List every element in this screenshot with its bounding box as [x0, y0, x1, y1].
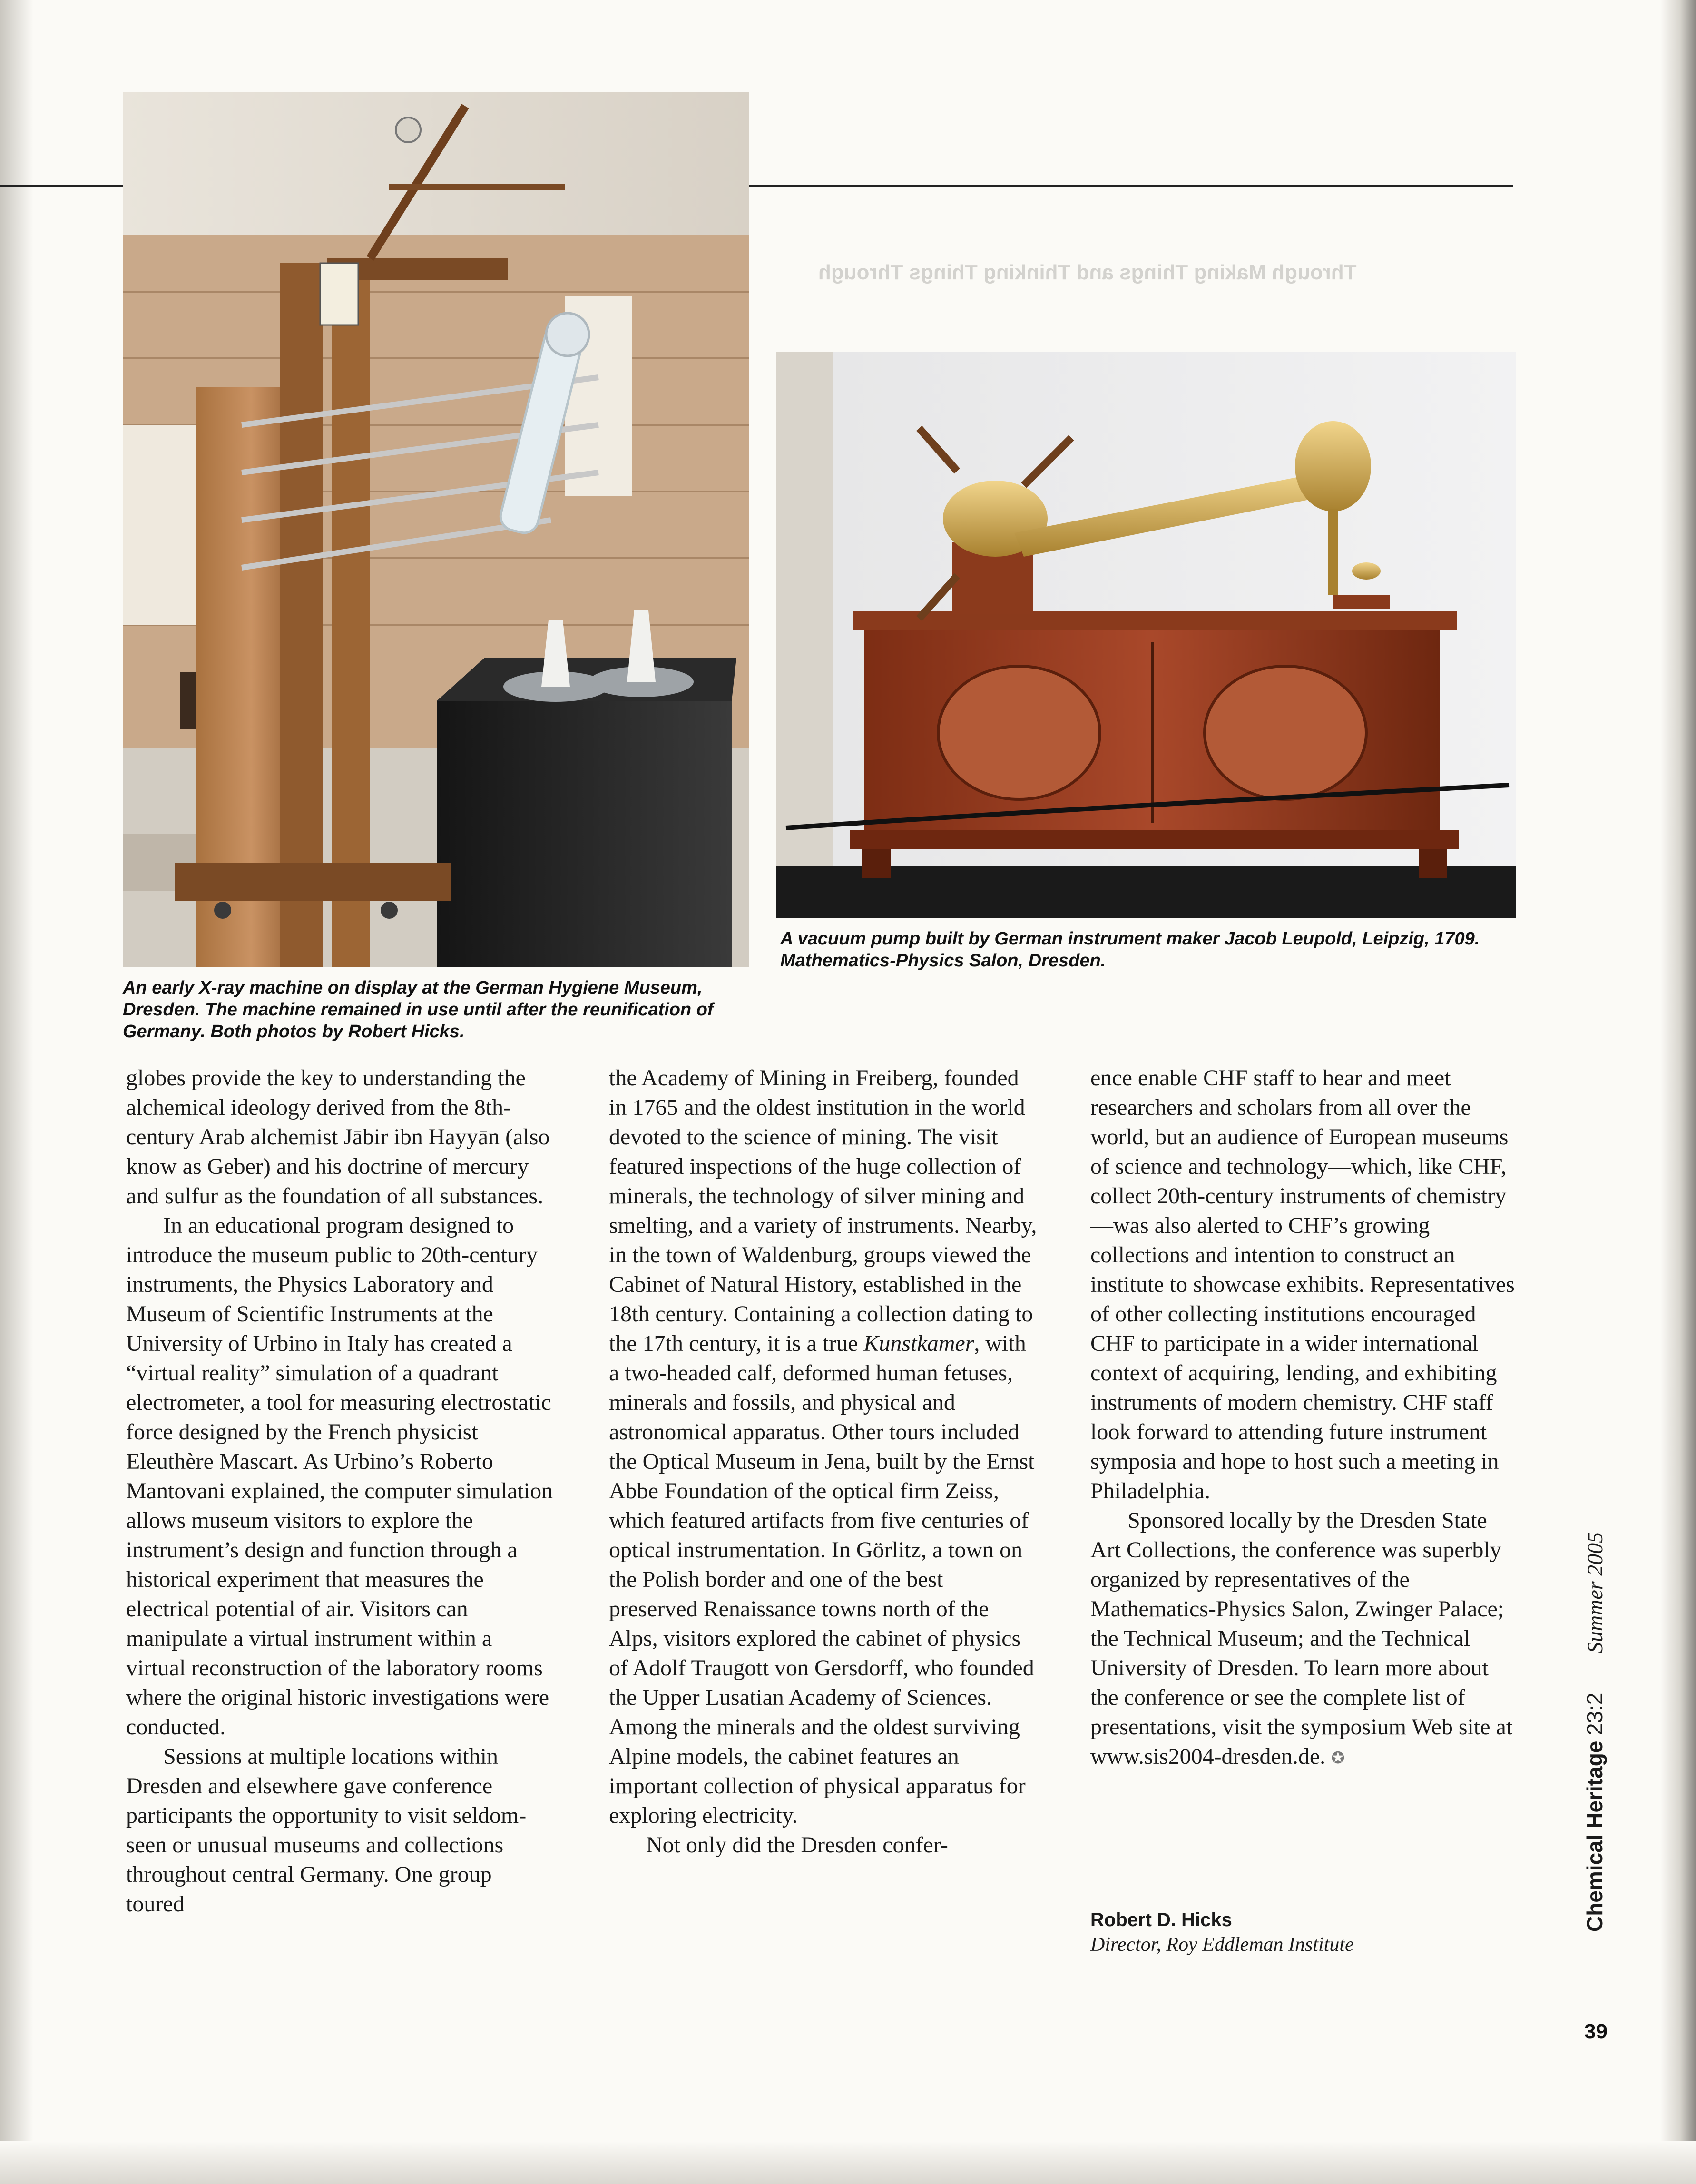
tours-text-a: the Academy of Mining in Freiberg, founded in 1765 and the oldest institution in the world devoted to the science of mining. The visit featured inspections of the huge collection of minerals, the technology of silver mining and smelting, and a variety of instruments. Nearby, in the town of Waldenburg, groups viewed the Cabinet of Natural History, established in the 18th century. Containing a collection dating to the 17th century, it is a true [609, 1065, 1037, 1356]
page-bottom-edge [0, 2141, 1696, 2184]
author-title: Director, Roy Eddleman Institute [1090, 1934, 1354, 1956]
text-column-3 [1090, 1063, 1519, 1773]
publication-name: Chemical Heritage [1582, 1741, 1607, 1932]
xray-machine-photo [123, 92, 749, 967]
tours-text-b: , with a two-headed calf, deformed human fetuses, minerals and fossils, and physical and astronomical apparatus. Other tours included the Optical Museum in Jena, built by the Ernst Abbe Foundation of the optical firm Zeiss, which featured artifacts from five centuries of optical instrumentation. In Görlitz, a town on the Polish border and one of the best preserved Renaissance towns north of the Alps, visitors explored the cabinet of physics of Adolf Traugott von Gersdorff, who founded the Upper Lusatian Academy of Sciences. Among the minerals and the oldest surviving Alpine models, the cabinet features an important collection of physical apparatus for exploring electricity. [609, 1331, 1035, 1828]
xray-machine-caption: An early X-ray machine on display at the German Hygiene Museum, Dresden. The machine remained in use until after the reunification of Germany. Both photos by Robert Hicks. [123, 978, 714, 1042]
paragraph-sessions: Sessions at multiple locations within Dresden and elsewhere gave conference participants the opportunity to visit seldom-seen or unusual museums and collections throughout central Germany. One group toured [126, 1744, 527, 1917]
paragraph-dresden-start: Not only did the Dresden confer- [646, 1832, 948, 1858]
header-rule-right [749, 185, 1513, 187]
issue-season: Summer 2005 [1583, 1532, 1607, 1653]
page-number: 39 [1584, 2020, 1608, 2043]
running-foot [1582, 1456, 1610, 1932]
text-column-2 [609, 1063, 1037, 1860]
paragraph-tours [609, 1063, 1037, 1830]
author-name: Robert D. Hicks [1090, 1909, 1232, 1930]
paragraph-chf: ence enable CHF staff to hear and meet researchers and scholars from all over the world, but an audience of European museums of science and technology—which, like CHF, collect 20th-century instruments of chemistry—was also alerted to CHF’s growing collections and intention to construct an institute to showcase exhibits. Representatives of other collecting institutions encouraged CHF to participate in a wider international context of acquiring, lending, and exhibiting instruments of modern chemistry. CHF staff look forward to attending future instrument symposia and hope to host such a meeting in Philadelphia. [1090, 1065, 1515, 1504]
end-mark-icon: ✪ [1331, 1749, 1345, 1767]
issue-number: 23:2 [1582, 1692, 1607, 1736]
xray-machine-illustration [123, 92, 749, 967]
binding-shadow [0, 0, 33, 2184]
paragraph-sponsored [1090, 1506, 1519, 1773]
bleed-through-text: Through Making Things and Thinking Things Through [818, 261, 1357, 284]
paragraph-alchemy: globes provide the key to understanding the alchemical ideology derived from the 8th-century Arab alchemist Jābir ibn Hayyān (also know as Geber) and his doctrine of mercury and sulfur as the foundation of all substances. [126, 1065, 550, 1209]
paragraph-urbino: In an educational program designed to introduce the museum public to 20th-century instruments, the Physics Laboratory and Museum of Scientific Instruments at the University of Urbino in Italy has created a “virtual reality” simulation of a quadrant electrometer, a tool for measuring electrostatic force designed by the French physicist Eleuthère Mascart. As Urbino’s Roberto Mantovani explained, the computer simulation allows museum visitors to explore the instrument’s design and function through a historical experiment that measures the electrical potential of air. Visitors can manipulate a virtual instrument within a virtual reconstruction of the laboratory rooms where the original historic investigations were conducted. [126, 1213, 553, 1740]
kunstkamer-term: Kunstkamer [863, 1331, 974, 1356]
page-edge [1660, 0, 1696, 2184]
vacuum-pump-caption: A vacuum pump built by German instrument maker Jacob Leupold, Leipzig, 1709. Mathematics-Physics Salon, Dresden. [780, 929, 1480, 971]
header-rule-left [0, 185, 123, 187]
vacuum-pump-photo [776, 352, 1516, 918]
text-column-1 [126, 1063, 554, 1919]
vacuum-pump-illustration [776, 352, 1516, 918]
sponsored-text: Sponsored locally by the Dresden State Art Collections, the conference was superbly organized by representatives of the Mathematics-Physics Salon, Zwinger Palace; the Technical Museum; and the Technical University of Dresden. To learn more about the conference or see the complete list of presentations, visit the symposium Web site at www.sis2004-dresden.de. [1090, 1508, 1513, 1769]
